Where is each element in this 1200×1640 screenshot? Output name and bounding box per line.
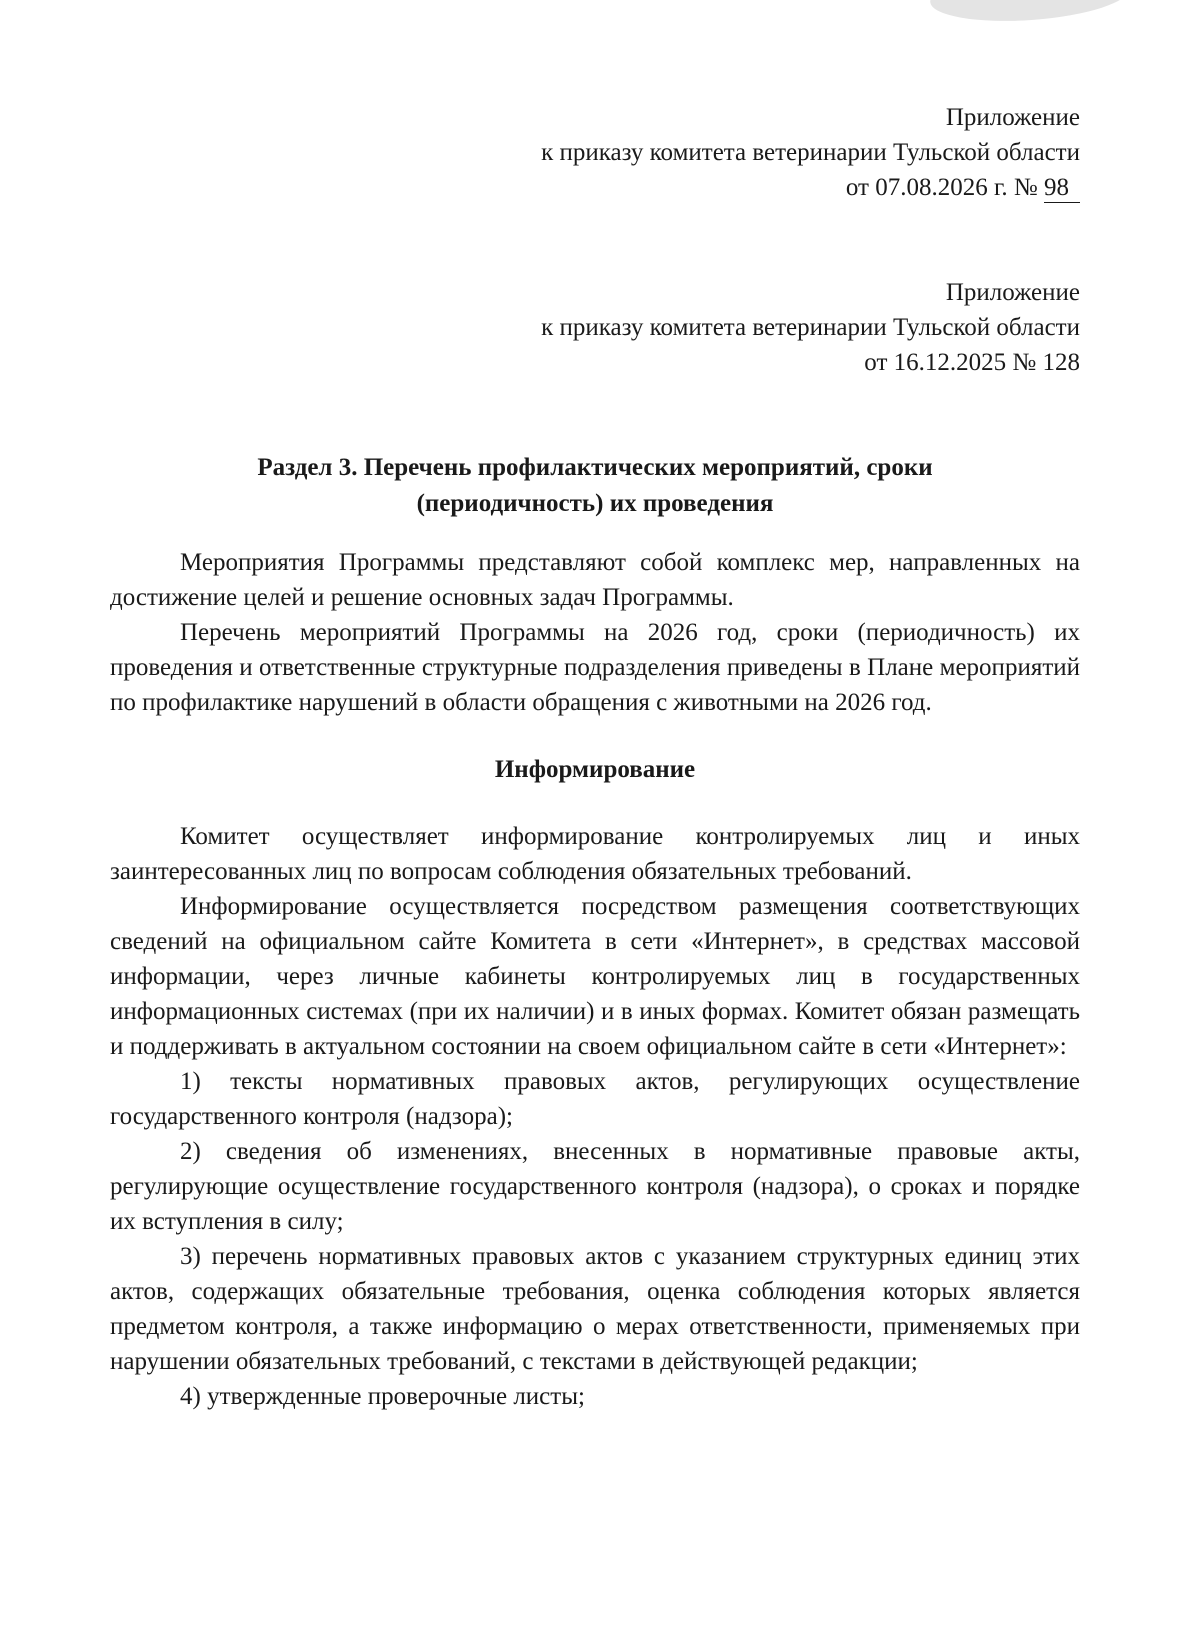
subheading: Информирование — [494, 756, 696, 783]
section-title-line: Раздел 3. Перечень профилактических мероприятий, сроки — [257, 454, 933, 481]
appendix-date: от 07.08.2026 г. № — [845, 174, 1038, 201]
appendix-order-line: к приказу комитета ветеринарии Тульской области — [541, 139, 1080, 166]
paragraph: Перечень мероприятий Программы на 2026 год, сроки (периодичность) их проведения и ответственные структурные подразделения приведены в Плане мероприятий по профилактике нарушений в области обращения с животными на 2026 год. — [110, 619, 1080, 716]
section-title-line: (периодичность) их проведения — [416, 490, 774, 517]
appendix-date-line — [110, 170, 1080, 205]
list-item: 4) утвержденные проверочные листы; — [180, 1383, 585, 1410]
paragraph: Комитет осуществляет информирование контролируемых лиц и иных заинтересованных лиц по вопросам соблюдения обязательных требований. — [110, 823, 1080, 885]
list-item: 2) сведения об изменениях, внесенных в нормативные правовые акты, регулирующие осуществление государственного контроля (надзора), о сроках и порядке их вступления в силу; — [110, 1138, 1080, 1235]
paragraph: Мероприятия Программы представляют собой комплекс мер, направленных на достижение целей и решение основных задач Программы. — [110, 549, 1080, 611]
scan-smudge — [928, 0, 1131, 27]
appendix-title: Приложение — [945, 104, 1080, 131]
appendix-number: 98 — [1044, 174, 1080, 203]
appendix-header-new — [110, 100, 1080, 205]
appendix-header-old — [110, 275, 1080, 380]
list-item: 3) перечень нормативных правовых актов с указанием структурных единиц этих актов, содержащих обязательные требования, оценка соблюдения которых является предметом контроля, а также информацию о мерах ответственности, применяемых при нарушении обязательных требований, с текстами в действующей редакции; — [110, 1243, 1080, 1375]
appendix-title: Приложение — [945, 279, 1080, 306]
list-item: 1) тексты нормативных правовых актов, регулирующих осуществление государственного контроля (надзора); — [110, 1068, 1080, 1130]
document-page — [110, 100, 1080, 1414]
section-title — [110, 450, 1080, 522]
paragraph: Информирование осуществляется посредством размещения соответствующих сведений на официальном сайте Комитета в сети «Интернет», в средствах массовой информации, через личные кабинеты контролируемых лиц в государственных информационных системах (при их наличии) и в иных формах. Комитет обязан размещать и поддерживать в актуальном состоянии на своем официальном сайте в сети «Интернет»: — [110, 893, 1080, 1060]
appendix-order-line: к приказу комитета ветеринарии Тульской области — [541, 314, 1080, 341]
appendix-date-line: от 16.12.2025 № 128 — [864, 349, 1080, 376]
